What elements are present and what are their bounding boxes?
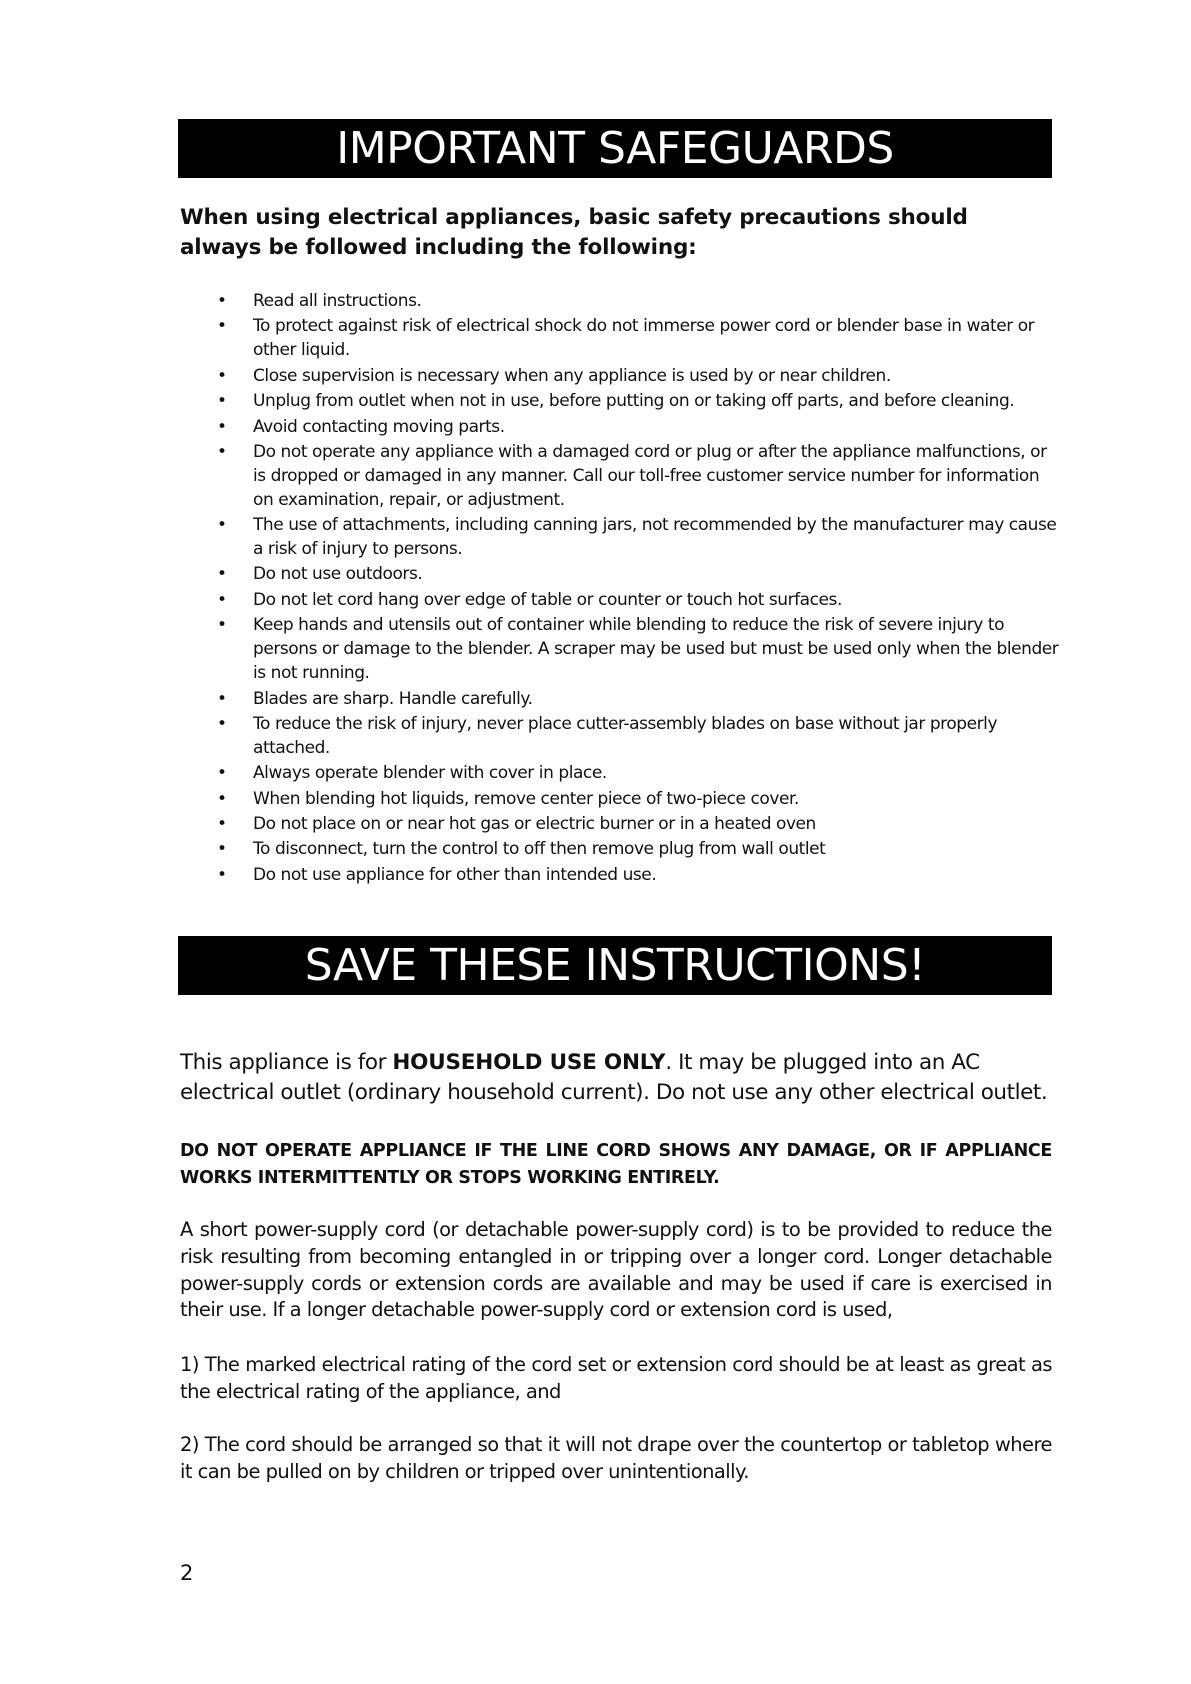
bullet-icon: • xyxy=(217,615,227,636)
bullet-icon: • xyxy=(217,365,227,386)
safeguard-text: Do not place on or near hot gas or electric burner or in a heated oven xyxy=(253,814,816,835)
bullet-icon: • xyxy=(217,839,227,860)
safeguard-item xyxy=(180,813,1060,837)
safeguard-text: Do not let cord hang over edge of table or counter or touch hot surfaces. xyxy=(253,589,842,610)
bullet-icon: • xyxy=(217,814,227,835)
safeguard-item xyxy=(180,416,1060,440)
household-use-paragraph xyxy=(180,1048,1052,1107)
safeguard-item xyxy=(180,589,1060,613)
safeguard-item xyxy=(180,614,1060,686)
safeguard-text: Do not use appliance for other than intended use. xyxy=(253,864,657,885)
safeguard-item xyxy=(180,441,1060,513)
safeguard-text: Blades are sharp. Handle carefully. xyxy=(253,688,533,709)
household-prefix: This appliance is for xyxy=(180,1050,393,1075)
safeguard-text: Always operate blender with cover in place. xyxy=(253,763,607,784)
safeguard-text: Do not operate any appliance with a damaged cord or plug or after the appliance malfunctions, or is dropped or damaged in any manner. Call our toll-free customer service number for information on examination, repair, or adjustment. xyxy=(253,441,1047,510)
bullet-icon: • xyxy=(217,589,227,610)
bullet-icon: • xyxy=(217,291,227,311)
safeguard-text: To reduce the risk of injury, never place cutter-assembly blades on base without jar properly attached. xyxy=(253,713,998,758)
safeguard-item xyxy=(180,365,1060,389)
bullet-icon: • xyxy=(217,441,227,462)
safeguard-item xyxy=(180,563,1060,587)
intro-text: When using electrical appliances, basic safety precautions should always be followed including the following: xyxy=(180,205,968,260)
safeguard-text: Read all instructions. xyxy=(253,291,422,311)
bullet-icon: • xyxy=(217,391,227,412)
safeguard-item xyxy=(180,713,1060,761)
safeguard-item xyxy=(180,762,1060,786)
page-number: 2 xyxy=(180,1561,194,1585)
safeguard-item xyxy=(180,390,1060,414)
bullet-icon: • xyxy=(217,316,227,337)
safeguard-text: When blending hot liquids, remove center piece of two-piece cover. xyxy=(253,788,799,809)
cord-arrangement-point: 2) The cord should be arranged so that it will not drape over the countertop or tabletop where it can be pulled on by children or tripped over unintentionally. xyxy=(180,1433,1052,1483)
safeguard-text: Do not use outdoors. xyxy=(253,564,423,585)
safeguard-text: The use of attachments, including canning jars, not recommended by the manufacturer may cause a risk of injury to persons. xyxy=(253,515,1057,560)
line-cord-warning: DO NOT OPERATE APPLIANCE IF THE LINE CORD SHOWS ANY DAMAGE, OR IF APPLIANCE WORKS INTERMITTENTLY OR STOPS WORKING ENTIRELY. xyxy=(180,1141,1052,1188)
safeguard-text: Close supervision is necessary when any appliance is used by or near children. xyxy=(253,365,891,386)
safeguard-item xyxy=(180,315,1060,363)
household-use-only-emphasis: HOUSEHOLD USE ONLY xyxy=(392,1050,666,1075)
safeguard-item xyxy=(180,514,1060,562)
safeguard-text: Unplug from outlet when not in use, before putting on or taking off parts, and before cleaning. xyxy=(253,391,1015,412)
bullet-icon: • xyxy=(217,713,227,734)
safeguard-text: Avoid contacting moving parts. xyxy=(253,416,505,437)
safeguard-text: To disconnect, turn the control to off then remove plug from wall outlet xyxy=(253,839,826,860)
bullet-icon: • xyxy=(217,788,227,809)
bullet-icon: • xyxy=(217,763,227,784)
safeguard-item xyxy=(180,838,1060,862)
safeguard-item xyxy=(180,688,1060,712)
power-cord-paragraph: A short power-supply cord (or detachable power-supply cord) is to be provided to reduce the risk resulting from becoming entangled in or tripping over a longer cord. Longer detachable power-supply cords or extension cords are available and may be used if care is exercised in their use. If a longer detachable power-supply cord or extension cord is used, xyxy=(180,1218,1052,1322)
bullet-icon: • xyxy=(217,564,227,585)
household-suffix: . It may be plugged into an AC electrical outlet (ordinary household current). Do not use any other electrical outlet. xyxy=(180,1050,1048,1105)
safeguards-list xyxy=(180,290,1060,889)
safeguard-text: To protect against risk of electrical shock do not immerse power cord or blender base in water or other liquid. xyxy=(253,316,1035,361)
cord-rating-point: 1) The marked electrical rating of the cord set or extension cord should be at least as great as the electrical rating of the appliance, and xyxy=(180,1353,1052,1403)
safeguard-item xyxy=(180,290,1060,314)
safeguard-item xyxy=(180,864,1060,888)
bullet-icon: • xyxy=(217,515,227,536)
save-instructions-heading: SAVE THESE INSTRUCTIONS! xyxy=(178,936,1052,995)
bullet-icon: • xyxy=(217,864,227,885)
safeguard-text: Keep hands and utensils out of container while blending to reduce the risk of severe injury to persons or damage to the blender. A scraper may be used but must be used only when the blender is not running. xyxy=(253,615,1059,684)
safeguard-item xyxy=(180,788,1060,812)
bullet-icon: • xyxy=(217,688,227,709)
bullet-icon: • xyxy=(217,416,227,437)
important-safeguards-heading: IMPORTANT SAFEGUARDS xyxy=(178,119,1052,178)
